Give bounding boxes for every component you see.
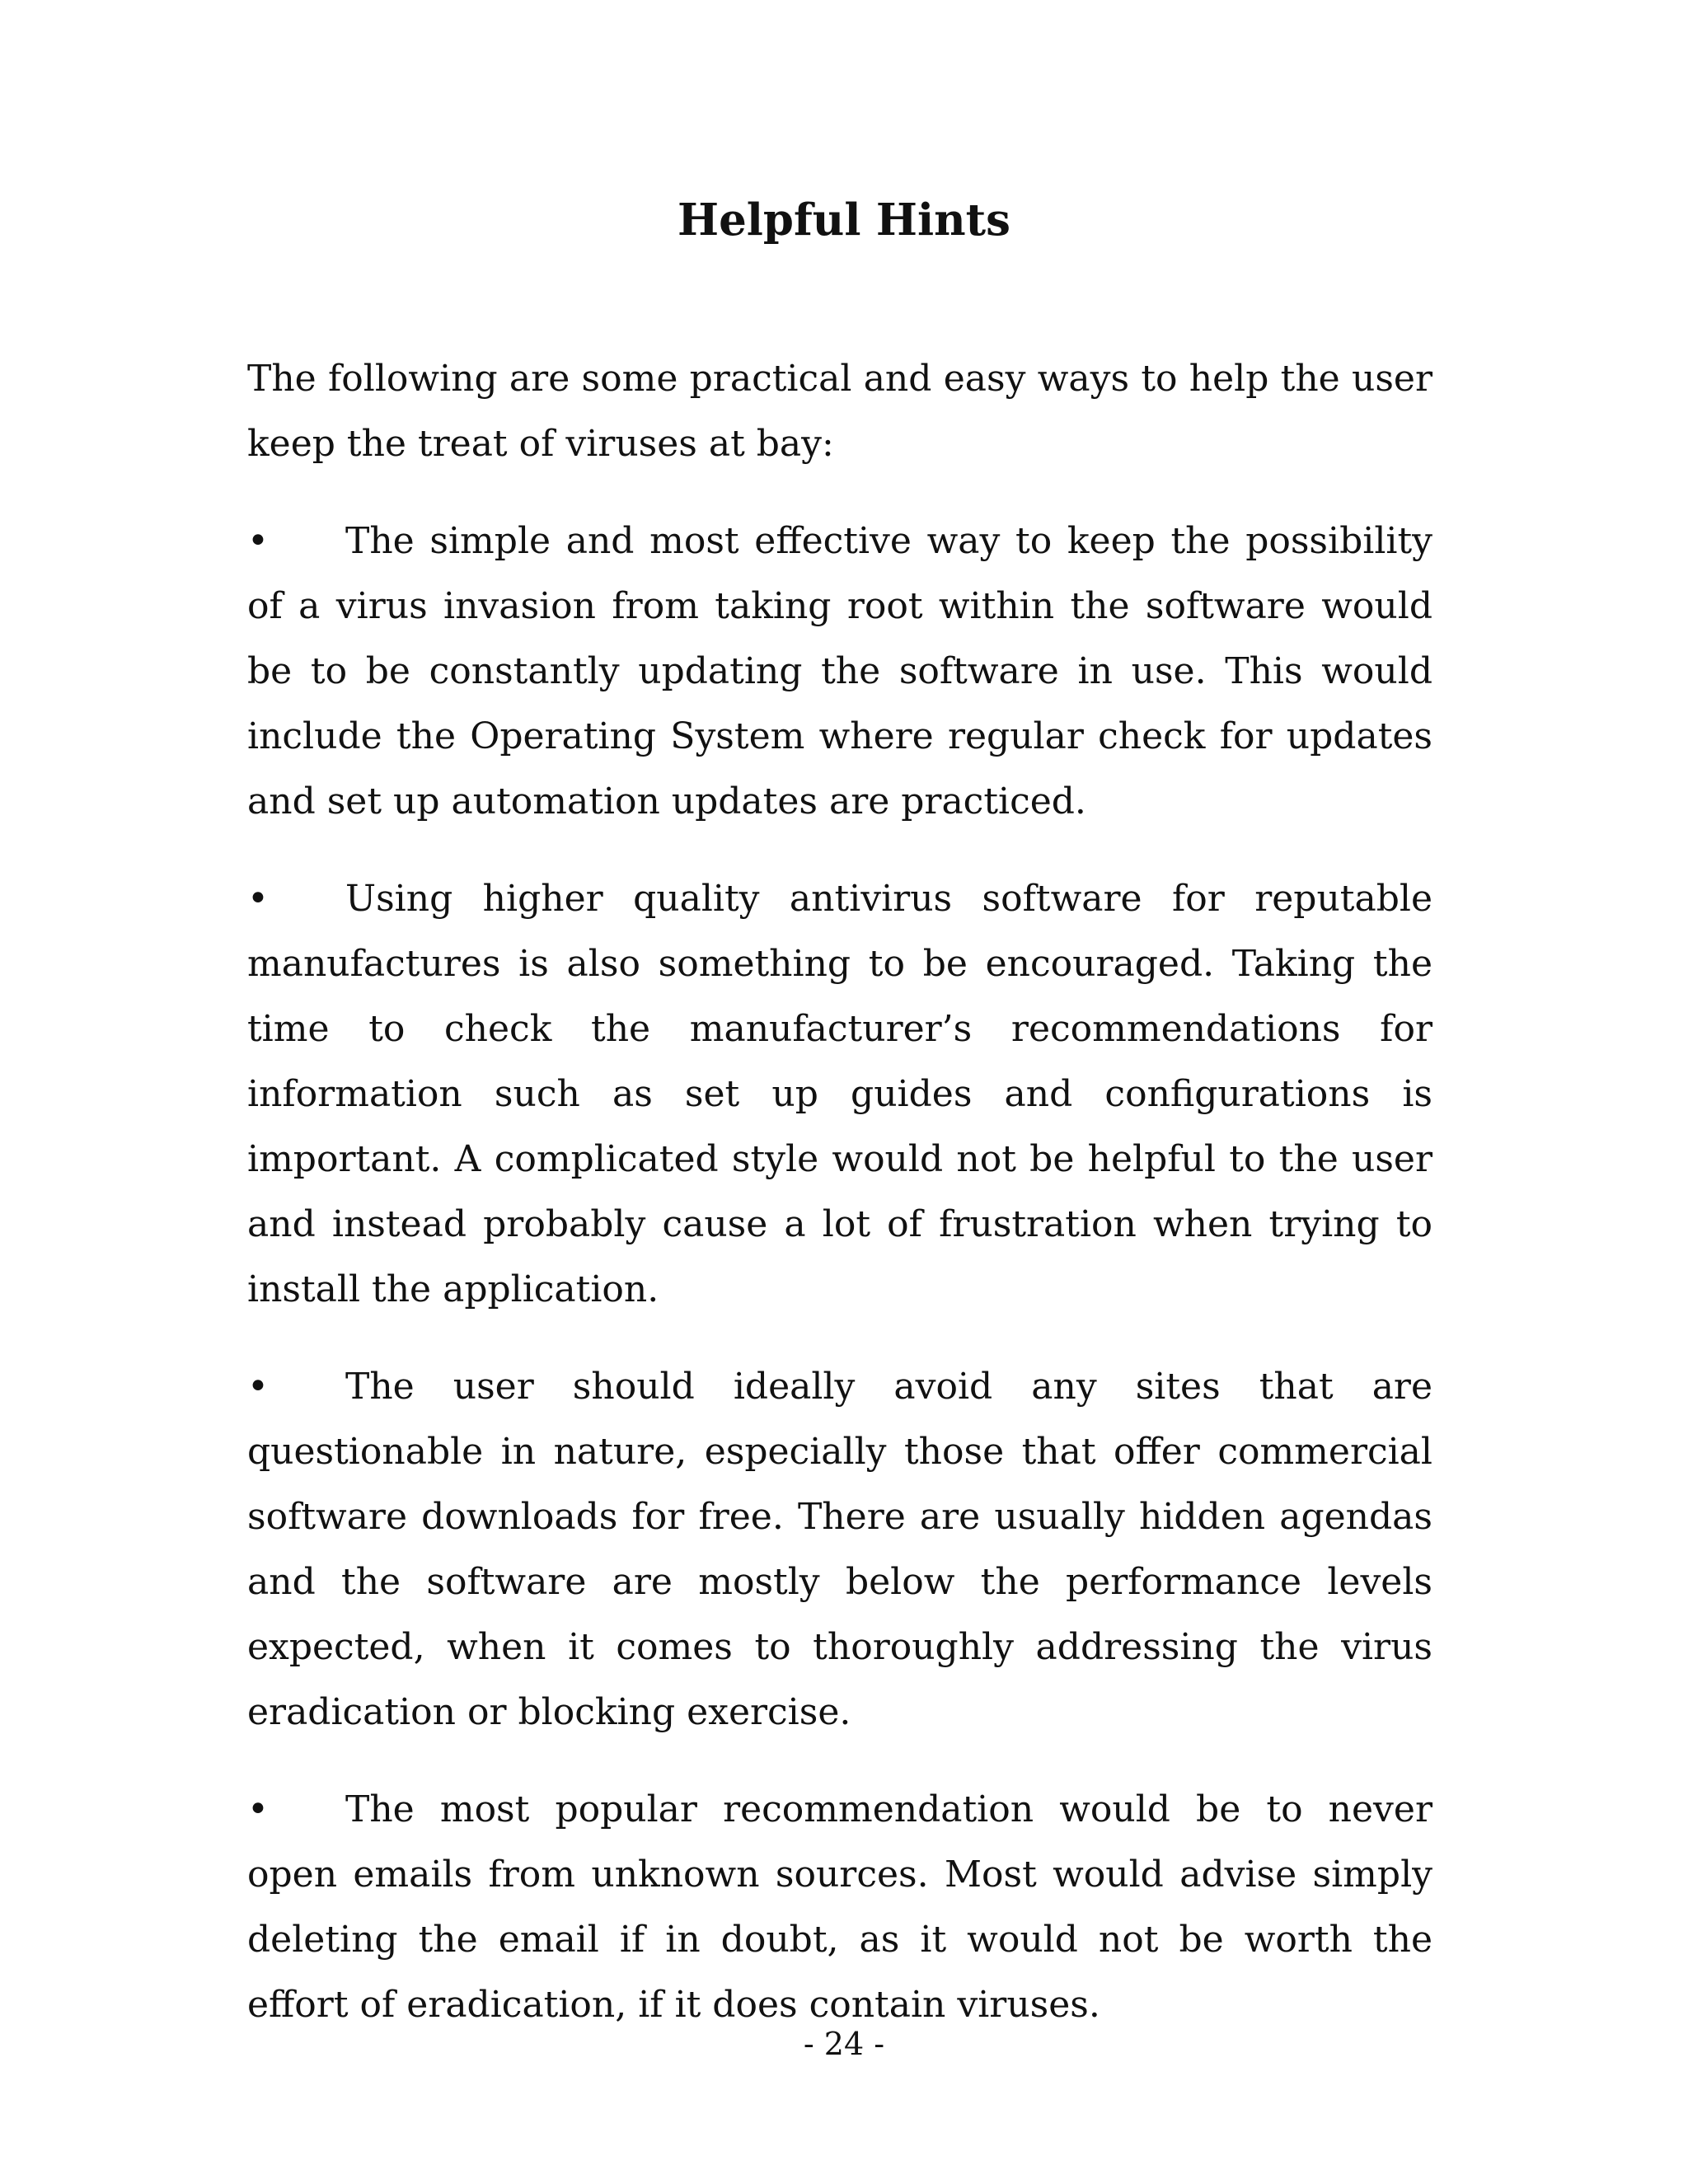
body-text xyxy=(247,346,1432,2069)
bullet-item xyxy=(247,1354,1432,1745)
bullet-icon: • xyxy=(247,878,269,920)
bullet-icon: • xyxy=(247,1788,269,1830)
bullet-icon: • xyxy=(247,520,269,562)
bullet-item xyxy=(247,1777,1432,2037)
intro-paragraph: The following are some practical and easy ways to help the user keep the treat of viruses at bay: xyxy=(247,358,1432,465)
bullet-text: Using higher quality antivirus software for reputable manufactures is also something to be encouraged. Taking the time to check the manufacturer’s recommendations for information such as set up guides and configurations is important. A complicated style would not be helpful to the user and instead probably cause a lot of frustration when trying to install the application. xyxy=(247,878,1432,1310)
bullet-item xyxy=(247,866,1432,1322)
bullet-icon: • xyxy=(247,1366,269,1408)
page-title: Helpful Hints xyxy=(678,194,1010,246)
bullet-text: The most popular recommendation would be to never open emails from unknown sources. Most would advise simply deleting the email if in doubt, as it would not be worth the effort of eradication, if it does contain viruses. xyxy=(247,1788,1432,2026)
bullet-text: The simple and most effective way to keep the possibility of a virus invasion from taking root within the software would be to be constantly updating the software in use. This would include the Operating System where regular check for updates and set up automation updates are practiced. xyxy=(247,520,1432,823)
page-number: - 24 - xyxy=(803,2026,885,2062)
bullet-item xyxy=(247,509,1432,834)
bullet-text: The user should ideally avoid any sites that are questionable in nature, especially those that offer commercial software downloads for free. There are usually hidden agendas and the software are mostly below the performance levels expected, when it comes to thoroughly addressing the virus eradication or blocking exercise. xyxy=(247,1366,1432,1733)
